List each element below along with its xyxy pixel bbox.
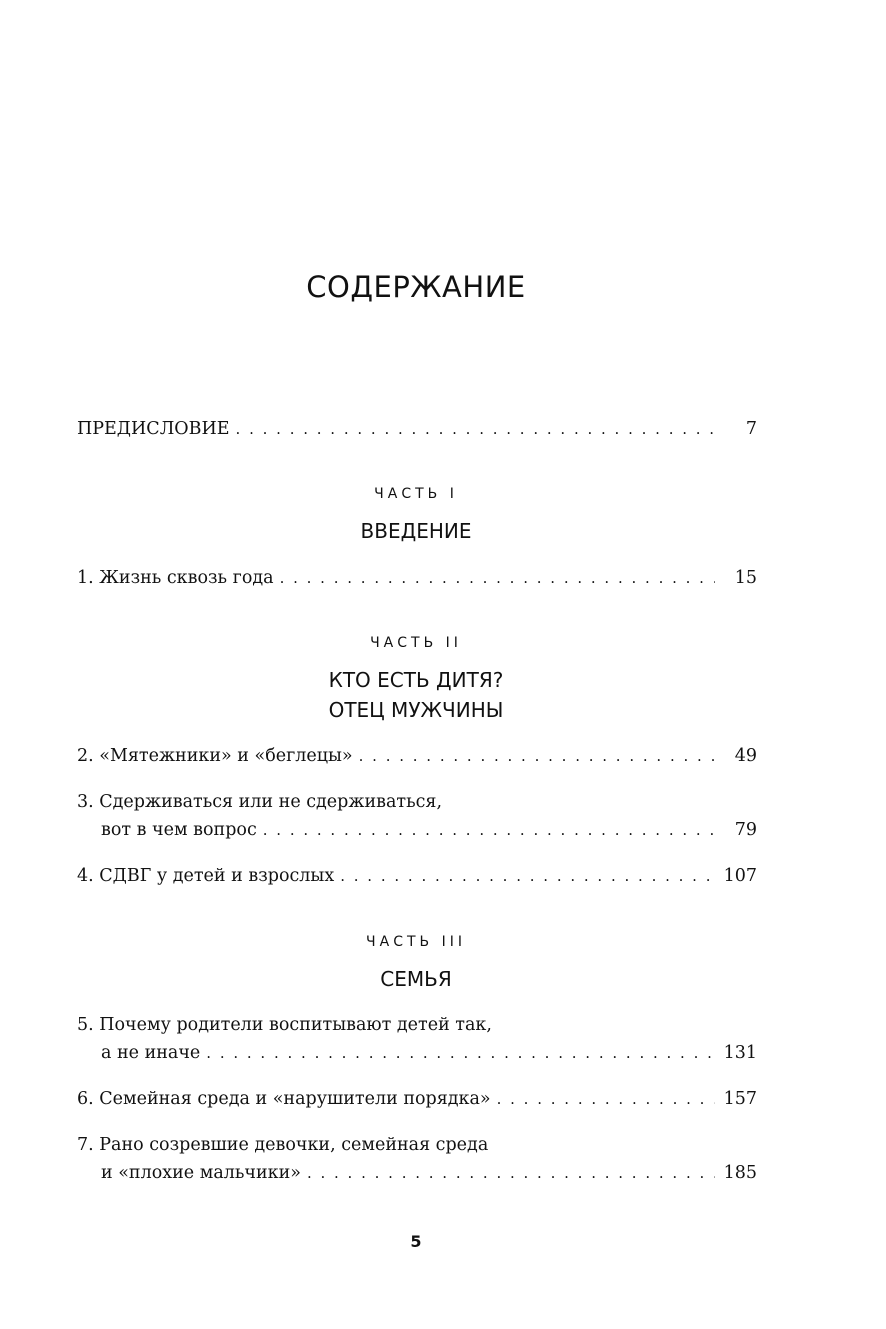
part-label: ЧАСТЬ III bbox=[366, 934, 466, 950]
dot-leader bbox=[263, 816, 715, 844]
entry-title-cont: вот в чем вопрос bbox=[101, 820, 257, 840]
entry-title-cont: а не иначе bbox=[101, 1043, 201, 1063]
toc-entry[interactable] bbox=[77, 564, 757, 592]
entry-page: 49 bbox=[734, 746, 757, 766]
part-title: ОТЕЦ МУЖЧИНЫ bbox=[328, 698, 504, 722]
toc-entry-preface[interactable] bbox=[77, 415, 757, 443]
dot-leader bbox=[340, 862, 715, 890]
part-label: ЧАСТЬ I bbox=[374, 486, 458, 502]
entry-page: 107 bbox=[723, 866, 757, 886]
entry-page: 131 bbox=[723, 1043, 757, 1063]
toc-entry[interactable] bbox=[77, 1085, 757, 1113]
dot-leader bbox=[236, 415, 715, 443]
entry-title: 5. Почему родители воспитывают детей так, bbox=[77, 1015, 492, 1035]
part-title: СЕМЬЯ bbox=[380, 967, 452, 991]
entry-page: 15 bbox=[734, 568, 757, 588]
part-title: ВВЕДЕНИЕ bbox=[360, 519, 472, 543]
part-label: ЧАСТЬ II bbox=[370, 635, 462, 651]
entry-page: 7 bbox=[745, 419, 757, 439]
toc-entry[interactable] bbox=[77, 788, 757, 844]
page-title: СОДЕРЖАНИЕ bbox=[306, 270, 526, 304]
entry-title: 7. Рано созревшие девочки, семейная среда bbox=[77, 1135, 489, 1155]
toc-entry[interactable] bbox=[77, 742, 757, 770]
entry-title: 1. Жизнь сквозь года bbox=[77, 568, 274, 588]
page-number: 5 bbox=[410, 1232, 422, 1251]
entry-title: 6. Семейная среда и «нарушители порядка» bbox=[77, 1089, 491, 1109]
entry-page: 185 bbox=[723, 1163, 757, 1183]
dot-leader bbox=[497, 1085, 715, 1113]
entry-page: 79 bbox=[734, 820, 757, 840]
dot-leader bbox=[280, 564, 715, 592]
toc-entry[interactable] bbox=[77, 1011, 757, 1067]
part-title: КТО ЕСТЬ ДИТЯ? bbox=[328, 668, 504, 692]
dot-leader bbox=[206, 1039, 715, 1067]
entry-page: 157 bbox=[723, 1089, 757, 1109]
entry-title: 3. Сдерживаться или не сдерживаться, bbox=[77, 792, 443, 812]
entry-title: 4. СДВГ у детей и взрослых bbox=[77, 866, 335, 886]
dot-leader bbox=[359, 742, 715, 770]
dot-leader bbox=[307, 1159, 715, 1187]
entry-title-cont: и «плохие мальчики» bbox=[101, 1163, 301, 1183]
entry-title: 2. «Мятежники» и «беглецы» bbox=[77, 746, 353, 766]
toc-entry[interactable] bbox=[77, 862, 757, 890]
entry-title: ПРЕДИСЛОВИЕ bbox=[77, 419, 230, 439]
toc-entry[interactable] bbox=[77, 1131, 757, 1187]
